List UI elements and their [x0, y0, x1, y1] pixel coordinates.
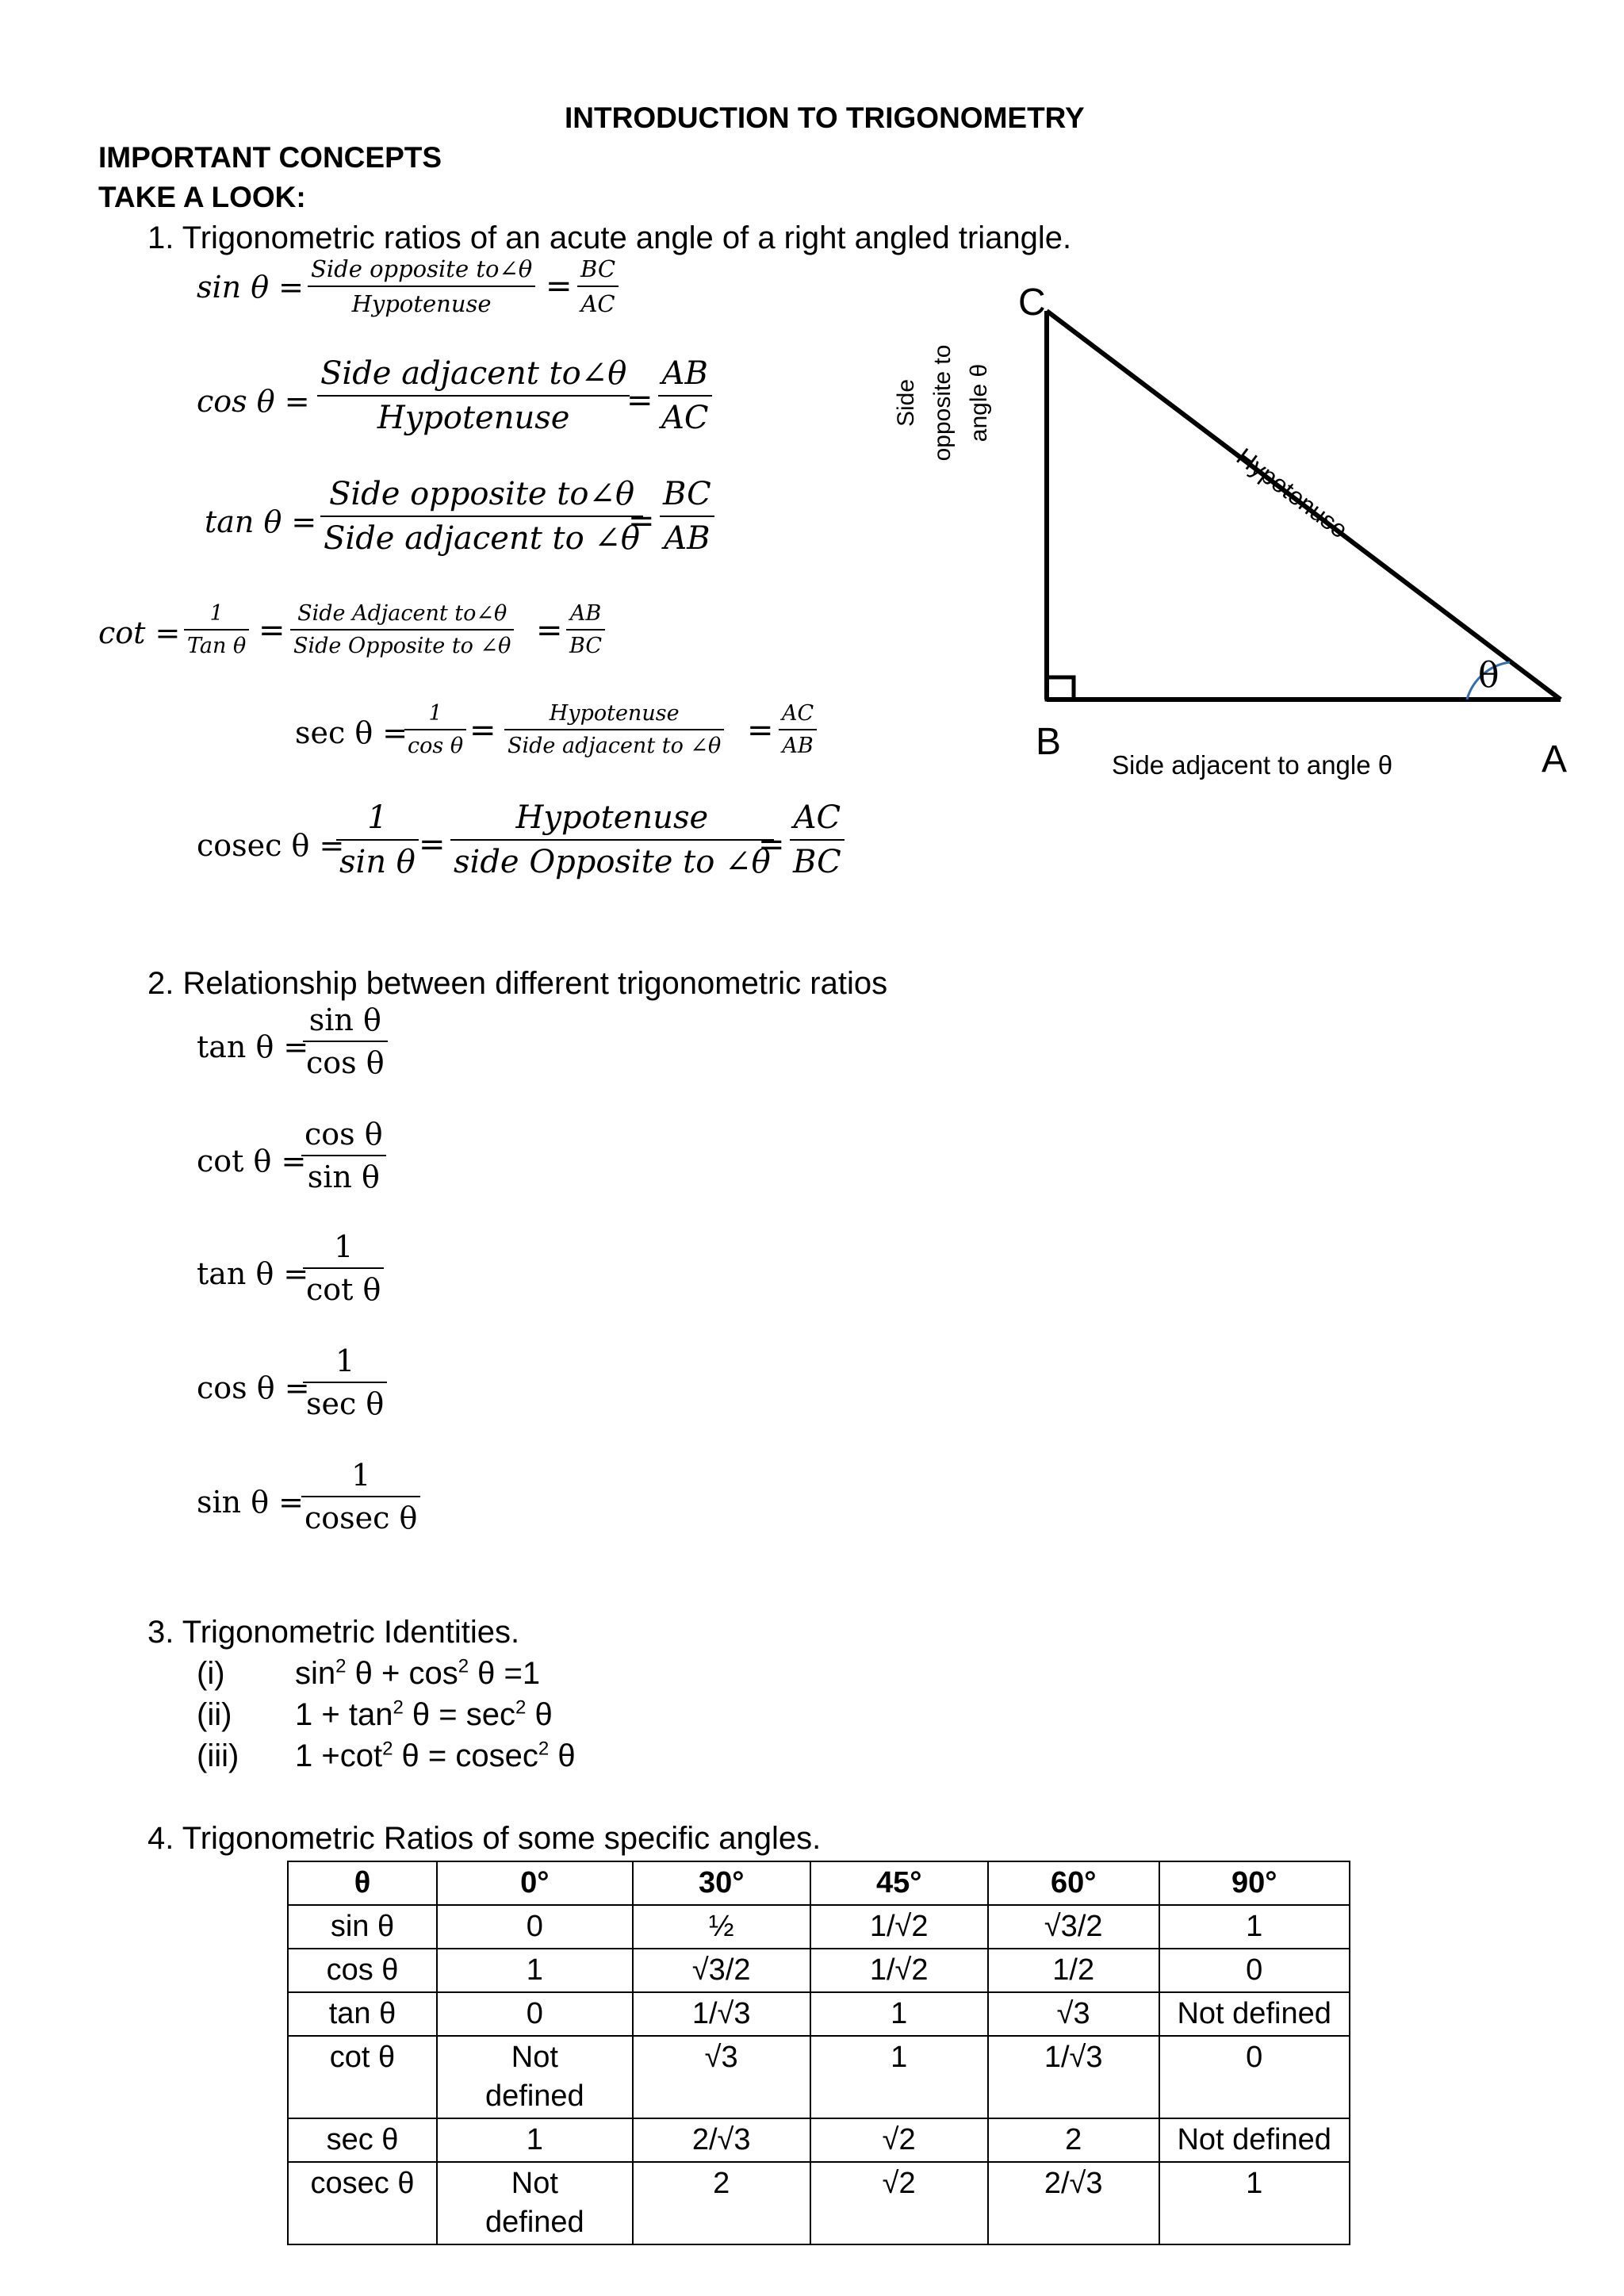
- relation-4-fraction: 1 sec θ: [303, 1343, 387, 1421]
- table-cell: √3/2: [988, 1905, 1159, 1949]
- section-1-heading: 1. Trigonometric ratios of an acute angle of a right angled triangle.: [147, 220, 1072, 255]
- identity-1-number: (i): [197, 1656, 225, 1691]
- relation-3-lhs: tan θ =: [197, 1256, 309, 1291]
- sin-ratio-den: AC: [580, 290, 615, 317]
- tan-ratio-den: AB: [664, 520, 710, 557]
- table-cell: 1: [1159, 1905, 1350, 1949]
- relation-3-fraction: 1 cot θ: [303, 1229, 384, 1307]
- table-row: [288, 1905, 1350, 1949]
- table-row: [288, 2162, 1350, 2244]
- sec-cos-theta: cos θ: [408, 734, 464, 758]
- table-cell: ½: [633, 1905, 810, 1949]
- table-row: [288, 1992, 1350, 2036]
- cosec-denominator: side Opposite to ∠θ: [454, 844, 771, 880]
- cot-numerator: Side Adjacent to∠θ: [297, 601, 508, 626]
- vertex-b-label: B: [1036, 721, 1062, 763]
- table-cell: tan θ: [288, 1992, 437, 2036]
- table-cell: Not defined: [437, 2162, 633, 2244]
- sin-ratio-num: BC: [580, 255, 616, 282]
- sin-denominator: Hypotenuse: [351, 290, 492, 317]
- table-cell: 2: [988, 2118, 1159, 2162]
- cosec-numerator: Hypotenuse: [515, 799, 709, 836]
- table-cell: 0: [1159, 2036, 1350, 2118]
- cot-tan-theta: Tan θ: [187, 634, 247, 658]
- table-header-cell: 30°: [633, 1861, 810, 1905]
- table-row: [288, 2036, 1350, 2118]
- table-row: [288, 2118, 1350, 2162]
- specific-angles-table: [287, 1861, 1350, 2245]
- relation-5-lhs: sin θ =: [197, 1485, 304, 1520]
- table-cell: 0: [437, 1905, 633, 1949]
- table-cell: 1/2: [988, 1949, 1159, 1992]
- section-2-heading: 2. Relationship between different trigonometric ratios: [147, 966, 888, 1001]
- table-cell: √3: [633, 2036, 810, 2118]
- tan-ratio-num: BC: [663, 476, 711, 512]
- table-cell: 1/√2: [810, 1949, 988, 1992]
- table-cell: cos θ: [288, 1949, 437, 1992]
- cot-denominator: Side Opposite to ∠θ: [293, 634, 511, 658]
- cot-one: 1: [209, 601, 224, 626]
- page-title: INTRODUCTION TO TRIGONOMETRY: [565, 102, 1085, 134]
- sec-ratio-den: AB: [782, 734, 814, 758]
- relation-1-fraction: sin θ cos θ: [303, 1002, 388, 1080]
- tan-lhs: tan θ =: [205, 504, 317, 539]
- table-cell: 0: [1159, 1949, 1350, 1992]
- section-3-heading: 3. Trigonometric Identities.: [147, 1615, 520, 1650]
- cot-ratio-den: BC: [569, 634, 603, 658]
- table-cell: 1: [810, 2036, 988, 2118]
- relation-2-lhs: cot θ =: [197, 1144, 307, 1179]
- relation-2-fraction: cos θ sin θ: [301, 1117, 386, 1194]
- sec-one: 1: [428, 701, 442, 726]
- table-cell: 1/√3: [988, 2036, 1159, 2118]
- table-header-cell: 0°: [437, 1861, 633, 1905]
- cosec-ratio-num: AC: [793, 799, 841, 836]
- theta-label: θ: [1478, 655, 1500, 696]
- tan-denominator: Side adjacent to ∠θ: [324, 520, 640, 557]
- cos-numerator: Side adjacent to∠θ: [320, 355, 627, 392]
- table-cell: 2/√3: [988, 2162, 1159, 2244]
- table-row: [288, 1949, 1350, 1992]
- opposite-side-label: Side opposite to angle θ: [893, 344, 992, 462]
- vertex-a-label: A: [1542, 738, 1568, 780]
- table-cell: 1: [437, 1949, 633, 1992]
- table-header-row: [288, 1861, 1350, 1905]
- table-cell: 1/√3: [633, 1992, 810, 2036]
- table-cell: √3: [988, 1992, 1159, 2036]
- table-cell: 2/√3: [633, 2118, 810, 2162]
- tan-numerator: Side opposite to∠θ: [328, 476, 635, 512]
- table-header-cell: 45°: [810, 1861, 988, 1905]
- relation-5-fraction: 1 cosec θ: [301, 1458, 420, 1535]
- subtitle-important-concepts: IMPORTANT CONCEPTS: [98, 141, 442, 174]
- table-cell: Not defined: [437, 2036, 633, 2118]
- cosec-ratio-den: BC: [793, 844, 841, 880]
- sec-ratio-num: AC: [782, 701, 814, 726]
- cosec-one: 1: [367, 799, 388, 836]
- table-cell: cot θ: [288, 2036, 437, 2118]
- table-cell: 1: [437, 2118, 633, 2162]
- table-header-cell: 60°: [988, 1861, 1159, 1905]
- hypotenuse-label: Hypotenuse: [1231, 443, 1354, 544]
- sec-numerator: Hypotenuse: [549, 701, 680, 726]
- table-header-cell: θ: [288, 1861, 437, 1905]
- table-cell: Not defined: [1159, 1992, 1350, 2036]
- table-cell: 1: [1159, 2162, 1350, 2244]
- identity-3-number: (iii): [197, 1738, 239, 1773]
- table-header-cell: 90°: [1159, 1861, 1350, 1905]
- table-cell: sin θ: [288, 1905, 437, 1949]
- adjacent-side-label: Side adjacent to angle θ: [1112, 750, 1393, 780]
- sin-numerator: Side opposite to∠θ: [311, 255, 533, 282]
- relation-1-lhs: tan θ =: [197, 1029, 309, 1064]
- identity-2-number: (ii): [197, 1697, 232, 1732]
- cosec-sin-theta: sin θ: [339, 844, 416, 880]
- table-cell: 1/√2: [810, 1905, 988, 1949]
- cos-lhs: cos θ =: [197, 384, 310, 419]
- identity-1: $\sin^2 \theta + \cos^2 \theta =1$: [295, 1655, 541, 1691]
- cosec-lhs: cosec θ =: [197, 828, 345, 863]
- sin-lhs: sin θ =: [197, 270, 304, 305]
- cot-lhs: cot =: [98, 615, 181, 650]
- cot-ratio-num: AB: [569, 601, 602, 626]
- section-4-heading: 4. Trigonometric Ratios of some specific angles.: [147, 1821, 822, 1856]
- table-cell: 2: [633, 2162, 810, 2244]
- table-cell: 0: [437, 1992, 633, 2036]
- sec-lhs: sec θ =: [295, 715, 408, 750]
- cos-denominator: Hypotenuse: [377, 400, 570, 436]
- table-cell: √2: [810, 2118, 988, 2162]
- cos-ratio-den: AC: [661, 400, 709, 436]
- identity-2: $1 + \tan^2 \theta = \sec^2 \theta$: [295, 1696, 553, 1732]
- sec-denominator: Side adjacent to ∠θ: [508, 734, 722, 758]
- table-cell: √3/2: [633, 1949, 810, 1992]
- table-cell: 1: [810, 1992, 988, 2036]
- cos-ratio-num: AB: [661, 355, 708, 392]
- vertex-c-label: C: [1018, 282, 1046, 324]
- relation-4-lhs: cos θ =: [197, 1370, 310, 1405]
- subtitle-take-a-look: TAKE A LOOK:: [98, 181, 306, 213]
- table-cell: √2: [810, 2162, 988, 2244]
- table-cell: Not defined: [1159, 2118, 1350, 2162]
- table-cell: sec θ: [288, 2118, 437, 2162]
- identity-3: $1 +\cot^2$ θ = cosec$^2$ θ: [295, 1738, 576, 1773]
- table-cell: cosec θ: [288, 2162, 437, 2244]
- right-angle-marker: [1047, 677, 1074, 700]
